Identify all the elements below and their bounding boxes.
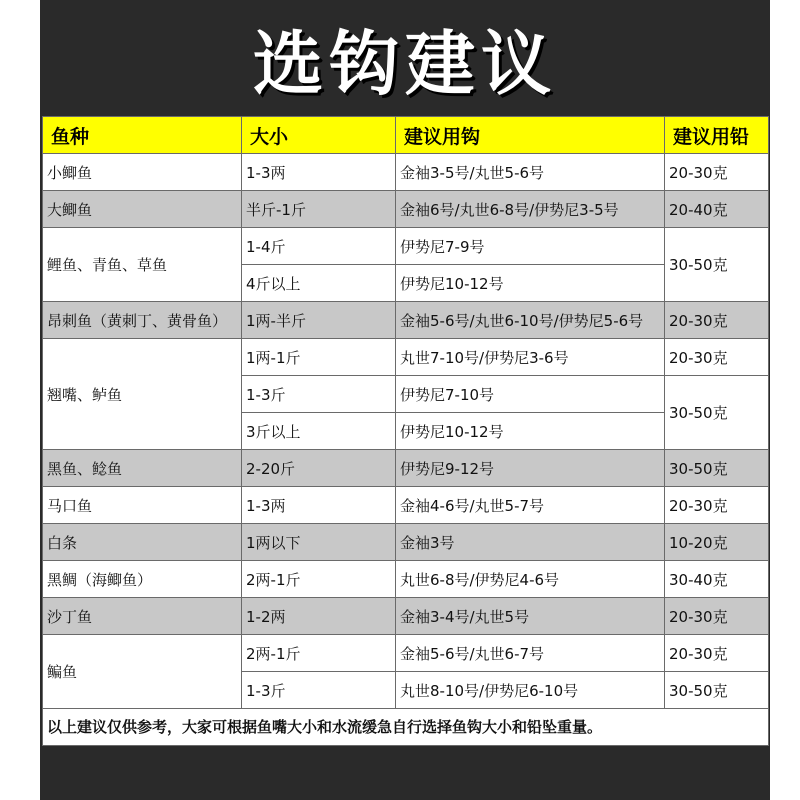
hook-cell: 伊势尼7-10号 [396, 376, 665, 413]
hook-cell: 金袖6号/丸世6-8号/伊势尼3-5号 [396, 191, 665, 228]
fish-cell: 白条 [43, 524, 242, 561]
size-cell: 1两-半斤 [242, 302, 396, 339]
table-row [43, 191, 769, 228]
fish-cell: 马口鱼 [43, 487, 242, 524]
table-row [43, 598, 769, 635]
size-cell: 1-4斤 [242, 228, 396, 265]
table-row [43, 635, 769, 672]
table-row [43, 302, 769, 339]
header-row [43, 117, 769, 154]
size-cell: 1-3两 [242, 487, 396, 524]
hook-cell: 丸世7-10号/伊势尼3-6号 [396, 339, 665, 376]
hook-cell: 伊势尼9-12号 [396, 450, 665, 487]
lead-cell: 20-30克 [665, 598, 769, 635]
table-row [43, 524, 769, 561]
table-row [43, 154, 769, 191]
lead-cell: 30-50克 [665, 376, 769, 450]
lead-cell: 20-30克 [665, 339, 769, 376]
lead-cell: 30-50克 [665, 228, 769, 302]
fish-cell: 昂刺鱼（黄刺丁、黄骨鱼） [43, 302, 242, 339]
hook-cell: 伊势尼10-12号 [396, 413, 665, 450]
lead-cell: 20-30克 [665, 487, 769, 524]
size-cell: 半斤-1斤 [242, 191, 396, 228]
table-row [43, 487, 769, 524]
lead-cell: 30-50克 [665, 672, 769, 709]
fish-cell: 小鲫鱼 [43, 154, 242, 191]
hook-cell: 金袖3-4号/丸世5号 [396, 598, 665, 635]
lead-cell: 20-40克 [665, 191, 769, 228]
disclaimer-note: 以上建议仅供参考，大家可根据鱼嘴大小和水流缓急自行选择鱼钩大小和铅坠重量。 [43, 709, 769, 746]
size-cell: 2两-1斤 [242, 561, 396, 598]
size-cell: 4斤以上 [242, 265, 396, 302]
size-cell: 1-2两 [242, 598, 396, 635]
hook-cell: 丸世8-10号/伊势尼6-10号 [396, 672, 665, 709]
note-row [43, 709, 769, 746]
lead-cell: 10-20克 [665, 524, 769, 561]
lead-cell: 30-40克 [665, 561, 769, 598]
header-hook: 建议用钩 [396, 117, 665, 154]
hook-cell: 伊势尼10-12号 [396, 265, 665, 302]
fish-cell: 黑鱼、鲶鱼 [43, 450, 242, 487]
size-cell: 2两-1斤 [242, 635, 396, 672]
hook-cell: 金袖3-5号/丸世5-6号 [396, 154, 665, 191]
fish-cell: 鳊鱼 [43, 635, 242, 709]
hook-cell: 金袖3号 [396, 524, 665, 561]
header-size: 大小 [242, 117, 396, 154]
hook-cell: 金袖4-6号/丸世5-7号 [396, 487, 665, 524]
table-row [43, 228, 769, 265]
table-row [43, 450, 769, 487]
hook-cell: 伊势尼7-9号 [396, 228, 665, 265]
lead-cell: 20-30克 [665, 302, 769, 339]
bottom-bar [40, 792, 770, 800]
table-row [43, 561, 769, 598]
hook-table [42, 116, 769, 746]
header-fish: 鱼种 [43, 117, 242, 154]
size-cell: 3斤以上 [242, 413, 396, 450]
size-cell: 2-20斤 [242, 450, 396, 487]
fish-cell: 大鲫鱼 [43, 191, 242, 228]
lead-cell: 20-30克 [665, 635, 769, 672]
hook-cell: 金袖5-6号/丸世6-10号/伊势尼5-6号 [396, 302, 665, 339]
hook-cell: 金袖5-6号/丸世6-7号 [396, 635, 665, 672]
lead-cell: 30-50克 [665, 450, 769, 487]
header-lead: 建议用铅 [665, 117, 769, 154]
lead-cell: 20-30克 [665, 154, 769, 191]
page-title: 选钩建议 [253, 22, 557, 105]
size-cell: 1两-1斤 [242, 339, 396, 376]
fish-cell: 鲤鱼、青鱼、草鱼 [43, 228, 242, 302]
table-row [43, 339, 769, 376]
fish-cell: 黑鲷（海鲫鱼） [43, 561, 242, 598]
size-cell: 1-3斤 [242, 672, 396, 709]
hook-cell: 丸世6-8号/伊势尼4-6号 [396, 561, 665, 598]
fish-cell: 翘嘴、鲈鱼 [43, 339, 242, 450]
fish-cell: 沙丁鱼 [43, 598, 242, 635]
size-cell: 1两以下 [242, 524, 396, 561]
size-cell: 1-3斤 [242, 376, 396, 413]
size-cell: 1-3两 [242, 154, 396, 191]
